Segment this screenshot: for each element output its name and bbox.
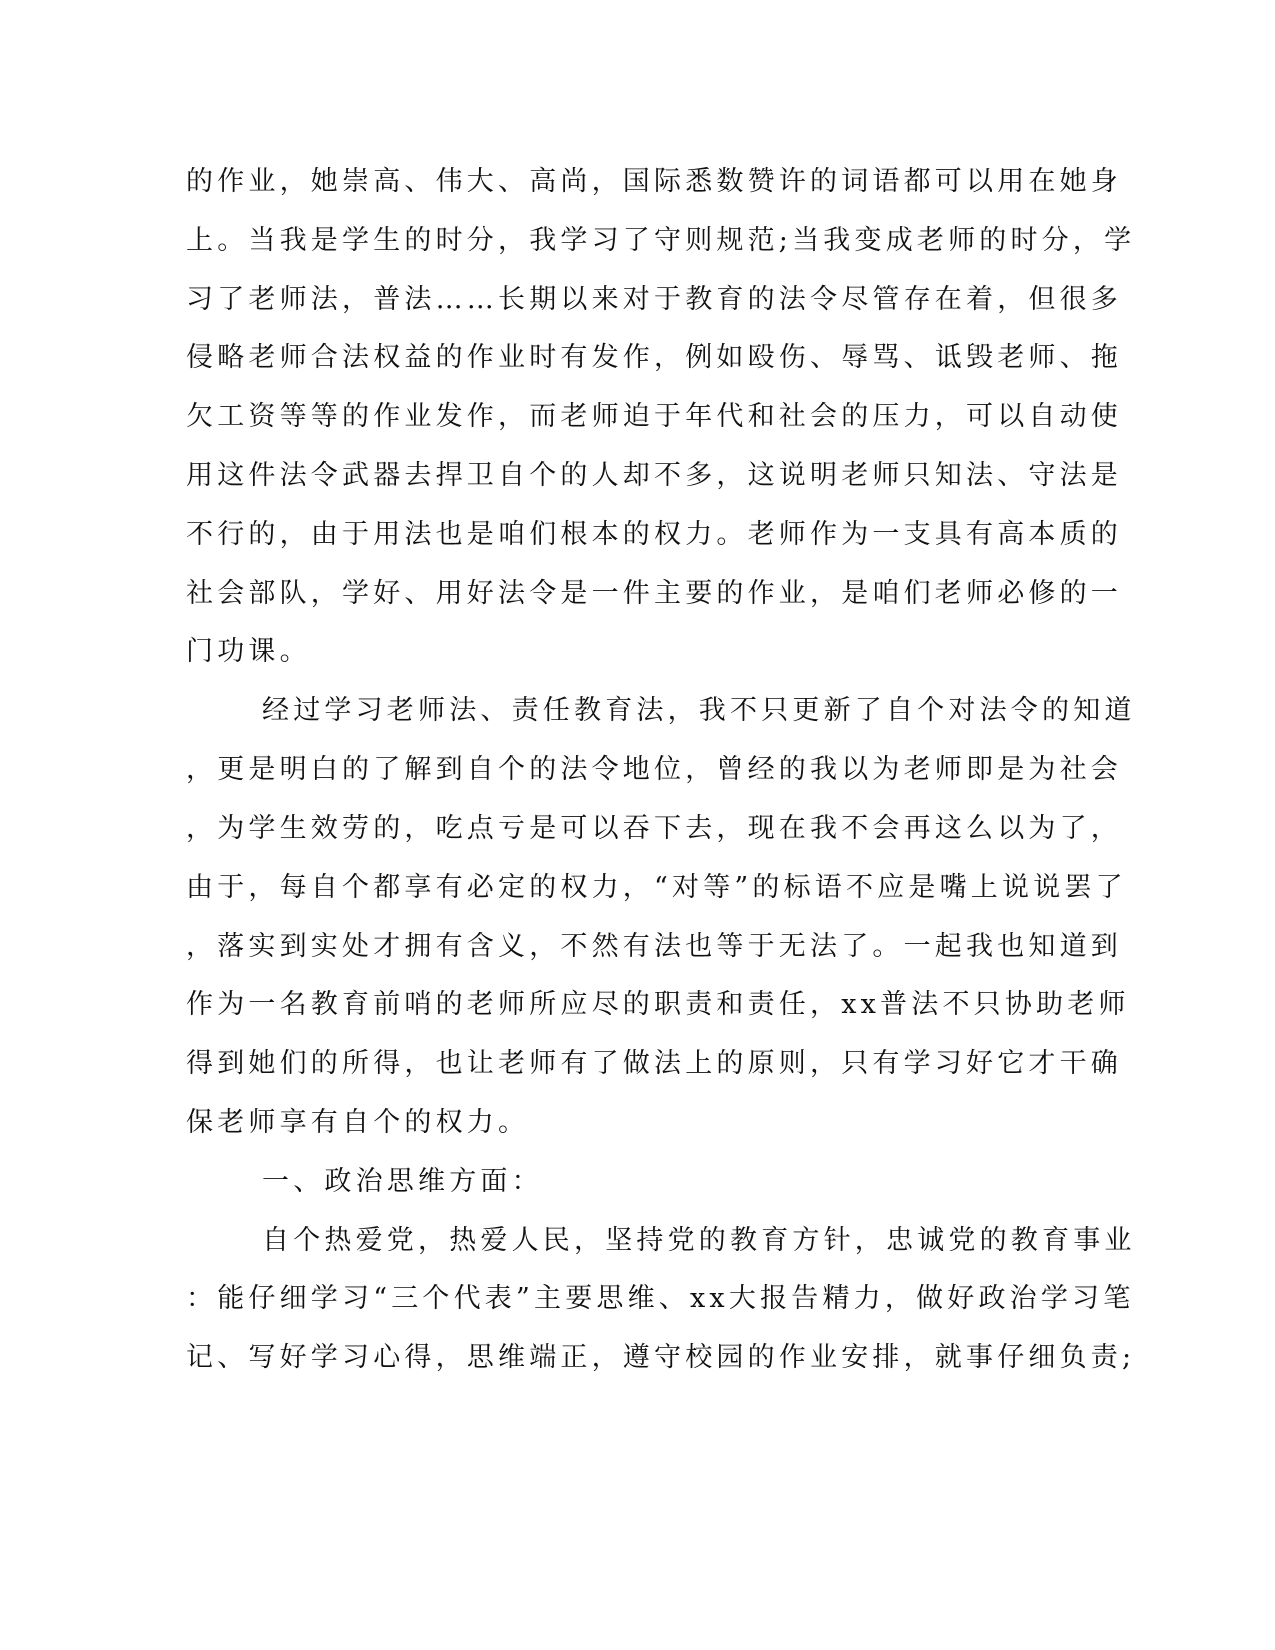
- text-line: 社会部队，学好、用好法令是一件主要的作业，是咱们老师必修的一: [186, 578, 1122, 609]
- text-line: 侵略老师合法权益的作业时有发作，例如殴伤、辱骂、诋毁老师、拖: [186, 342, 1122, 373]
- text-line: 得到她们的所得，也让老师有了做法上的原则，只有学习好它才干确: [186, 1048, 1122, 1079]
- text-line: 上。当我是学生的时分，我学习了守则规范;当我变成老师的时分，学: [186, 225, 1136, 256]
- text-line: 用这件法令武器去捍卫自个的人却不多，这说明老师只知法、守法是: [186, 460, 1122, 491]
- text-line: ，更是明白的了解到自个的法令地位，曾经的我以为老师即是为社会: [186, 754, 1122, 785]
- text-line: 由于，每自个都享有必定的权力，“对等”的标语不应是嘴上说说罢了: [186, 872, 1127, 903]
- text-line: ：能仔细学习“三个代表”主要思维、xx大报告精力，做好政治学习笔: [186, 1283, 1135, 1314]
- text-line: 记、写好学习心得，思维端正，遵守校园的作业安排，就事仔细负责;: [186, 1342, 1136, 1373]
- text-line: ，为学生效劳的，吃点亏是可以吞下去，现在我不会再这么以为了，: [186, 813, 1122, 844]
- text-line: 经过学习老师法、责任教育法，我不只更新了自个对法令的知道: [262, 695, 1136, 726]
- text-line: ，落实到实处才拥有含义，不然有法也等于无法了。一起我也知道到: [186, 931, 1122, 962]
- text-line: 作为一名教育前哨的老师所应尽的职责和责任，xx普法不只协助老师: [186, 989, 1130, 1020]
- text-line: 门功课。: [186, 636, 311, 667]
- text-line: 保老师享有自个的权力。: [186, 1107, 530, 1138]
- text-line: 自个热爱党，热爱人民，坚持党的教育方针，忠诚党的教育事业: [262, 1225, 1136, 1256]
- text-line: 的作业，她崇高、伟大、高尚，国际悉数赞许的词语都可以用在她身: [186, 166, 1122, 197]
- section-heading: 一、政治思维方面：: [262, 1166, 543, 1197]
- text-line: 不行的，由于用法也是咱们根本的权力。老师作为一支具有高本质的: [186, 519, 1122, 550]
- text-line: 欠工资等等的作业发作，而老师迫于年代和社会的压力，可以自动使: [186, 401, 1122, 432]
- text-line: 习了老师法，普法……长期以来对于教育的法令尽管存在着，但很多: [186, 284, 1122, 315]
